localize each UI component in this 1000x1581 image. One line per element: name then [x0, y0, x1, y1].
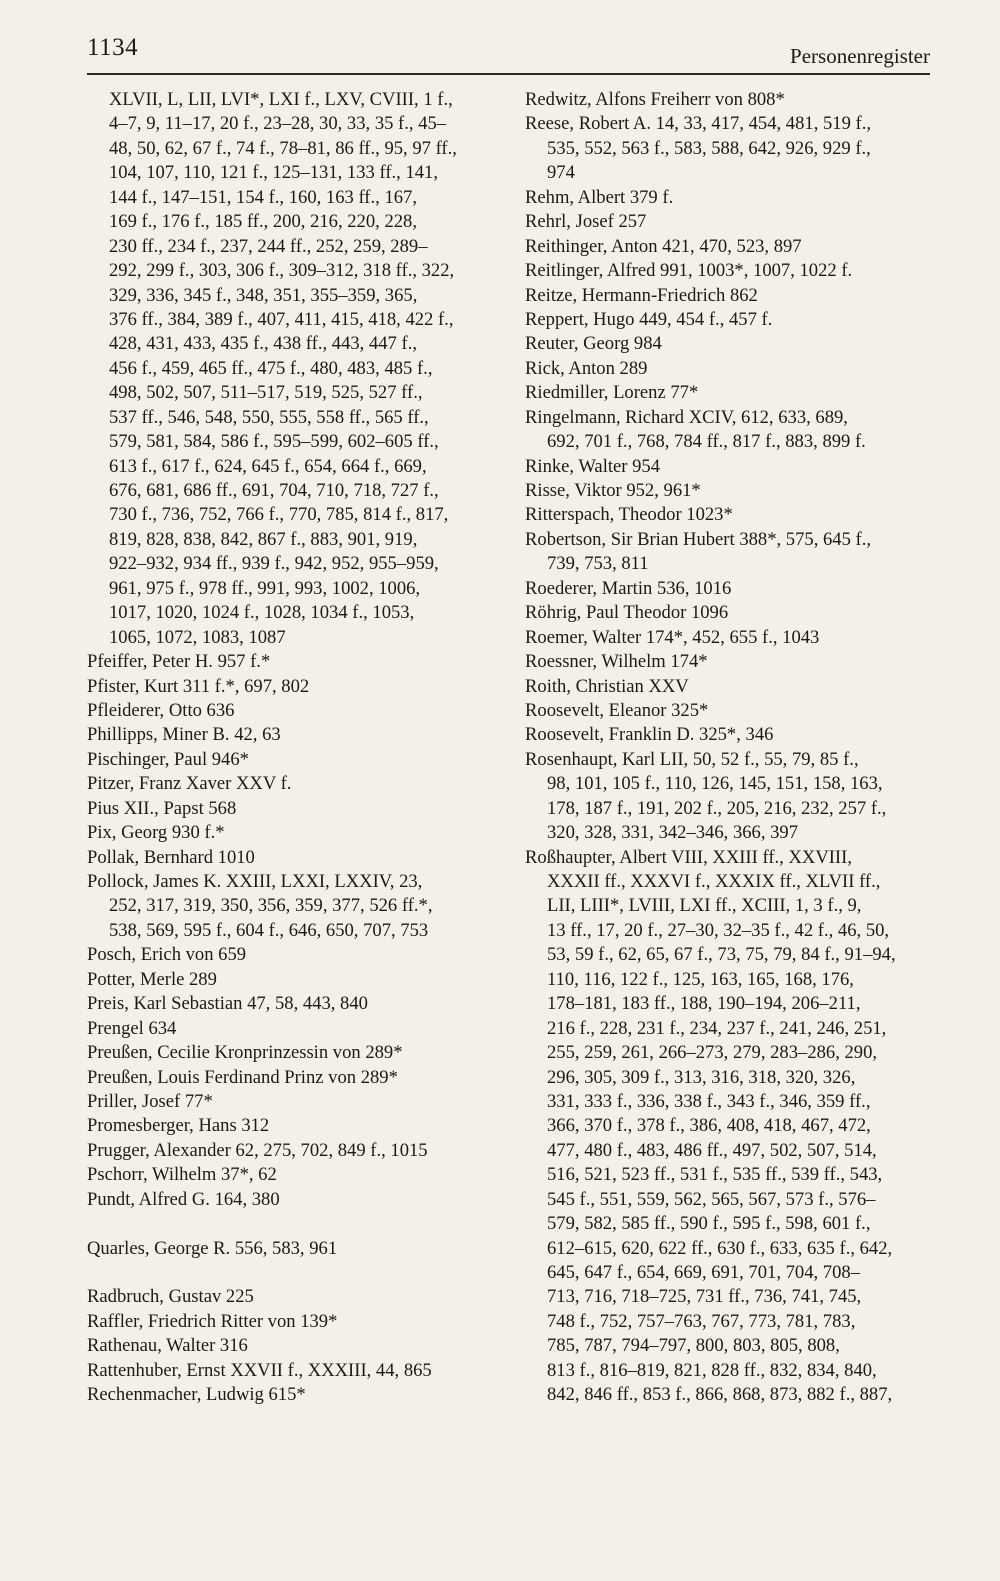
- index-entry-continuation: 13 ff., 17, 20 f., 27–30, 32–35 f., 42 f., 46, 50,: [547, 919, 890, 941]
- index-entry-continuation: 428, 431, 433, 435 f., 438 ff., 443, 447 f.,: [109, 333, 417, 355]
- index-entry-continuation: 178–181, 183 ff., 188, 190–194, 206–211,: [547, 993, 861, 1015]
- index-entry-continuation: 4–7, 9, 11–17, 20 f., 23–28, 30, 33, 35 f., 45–: [109, 113, 447, 135]
- index-entry-continuation: 713, 716, 718–725, 731 ff., 736, 741, 745,: [547, 1286, 862, 1308]
- index-entry-continuation: 579, 582, 585 ff., 590 f., 595 f., 598, 601 f.,: [547, 1213, 871, 1235]
- index-entry: Robertson, Sir Brian Hubert 388*, 575, 645 f.,: [525, 528, 872, 550]
- index-entry-continuation: 545 f., 551, 559, 562, 565, 567, 573 f., 576–: [547, 1188, 876, 1210]
- index-entry: Pix, Georg 930 f.*: [87, 822, 225, 844]
- index-entry: Reitze, Hermann-Friedrich 862: [525, 284, 758, 306]
- index-entry-continuation: 1065, 1072, 1083, 1087: [109, 626, 286, 648]
- index-entry: Prugger, Alexander 62, 275, 702, 849 f., 1015: [87, 1139, 428, 1161]
- index-entry: Rosenhaupt, Karl LII, 50, 52 f., 55, 79, 85 f.,: [525, 748, 859, 770]
- index-entry: Reuter, Georg 984: [525, 333, 662, 355]
- index-entry-continuation: LII, LIII*, LVIII, LXI ff., XCIII, 1, 3 f., 9,: [547, 895, 862, 917]
- index-entry-continuation: 252, 317, 319, 350, 356, 359, 377, 526 ff.*,: [109, 895, 433, 917]
- section-gap: [87, 1212, 497, 1236]
- index-entry: Rathenau, Walter 316: [87, 1335, 248, 1357]
- index-column-right: [525, 88, 945, 1408]
- index-entry: Promesberger, Hans 312: [87, 1115, 270, 1137]
- index-entry: Posch, Erich von 659: [87, 944, 247, 966]
- index-entry: Ringelmann, Richard XCIV, 612, 633, 689,: [525, 406, 848, 428]
- index-entry: Priller, Josef 77*: [87, 1090, 213, 1112]
- page-header: [87, 34, 930, 74]
- index-entry: Redwitz, Alfons Freiherr von 808*: [525, 89, 785, 110]
- index-entry: Preis, Karl Sebastian 47, 58, 443, 840: [87, 993, 368, 1015]
- index-entry-continuation: 645, 647 f., 654, 669, 691, 701, 704, 708–: [547, 1262, 860, 1283]
- index-entry: Raffler, Friedrich Ritter von 139*: [87, 1310, 338, 1332]
- index-entry-continuation: 178, 187 f., 191, 202 f., 205, 216, 232, 257 f.,: [547, 797, 887, 819]
- index-entry-continuation: XLVII, L, LII, LVI*, LXI f., LXV, CVIII, 1 f.,: [109, 89, 453, 110]
- index-entry: Pundt, Alfred G. 164, 380: [87, 1188, 280, 1210]
- index-entry: Pitzer, Franz Xaver XXV f.: [87, 773, 292, 795]
- index-entry-continuation: 498, 502, 507, 511–517, 519, 525, 527 ff.,: [109, 382, 423, 404]
- index-entry: Roßhaupter, Albert VIII, XXIII ff., XXVIII,: [525, 846, 852, 868]
- index-entry: Roemer, Walter 174*, 452, 655 f., 1043: [525, 626, 820, 648]
- index-entry: Preußen, Louis Ferdinand Prinz von 289*: [87, 1066, 398, 1088]
- page-number: 1134: [87, 34, 139, 61]
- index-entry-continuation: 216 f., 228, 231 f., 234, 237 f., 241, 246, 251,: [547, 1017, 887, 1039]
- index-entry: Rinke, Walter 954: [525, 455, 661, 477]
- index-entry-continuation: 974: [547, 162, 575, 184]
- index-entry: Pius XII., Papst 568: [87, 797, 237, 819]
- index-entry: Rick, Anton 289: [525, 357, 648, 379]
- index-entry: Pischinger, Paul 946*: [87, 748, 249, 770]
- index-entry: Pollak, Bernhard 1010: [87, 846, 255, 868]
- index-entry-continuation: 329, 336, 345 f., 348, 351, 355–359, 365,: [109, 284, 418, 306]
- index-entry: Roosevelt, Franklin D. 325*, 346: [525, 724, 774, 746]
- index-entry-continuation: 739, 753, 811: [547, 553, 649, 575]
- index-entry: Ritterspach, Theodor 1023*: [525, 504, 733, 526]
- index-entry-continuation: 922–932, 934 ff., 939 f., 942, 952, 955–959,: [109, 553, 439, 575]
- index-entry-continuation: 331, 333 f., 336, 338 f., 343 f., 346, 359 ff.,: [547, 1090, 871, 1112]
- index-entry: Risse, Viktor 952, 961*: [525, 480, 701, 501]
- index-entry: Roith, Christian XXV: [525, 675, 689, 697]
- index-entry: Quarles, George R. 556, 583, 961: [87, 1237, 338, 1259]
- running-title: Personenregister: [790, 44, 930, 68]
- index-entry-continuation: 292, 299 f., 303, 306 f., 309–312, 318 ff., 322,: [109, 260, 455, 282]
- index-entry-continuation: 813 f., 816–819, 821, 828 ff., 832, 834, 840,: [547, 1359, 877, 1381]
- index-entry: Prengel 634: [87, 1017, 177, 1039]
- index-entry: Pollock, James K. XXIII, LXXI, LXXIV, 23,: [87, 871, 423, 892]
- index-entry: Pfleiderer, Otto 636: [87, 699, 235, 721]
- index-entry: Rechenmacher, Ludwig 615*: [87, 1384, 306, 1406]
- index-entry: Roederer, Martin 536, 1016: [525, 577, 732, 599]
- index-entry-continuation: 366, 370 f., 378 f., 386, 408, 418, 467, 472,: [547, 1115, 871, 1137]
- index-entry: Riedmiller, Lorenz 77*: [525, 382, 699, 404]
- index-entry: Pschorr, Wilhelm 37*, 62: [87, 1164, 277, 1186]
- index-entry-continuation: 613 f., 617 f., 624, 645 f., 654, 664 f., 669,: [109, 455, 427, 477]
- index-entry-continuation: 1017, 1020, 1024 f., 1028, 1034 f., 1053,: [109, 602, 415, 624]
- index-entry: Roosevelt, Eleanor 325*: [525, 699, 709, 721]
- index-entry-continuation: 748 f., 752, 757–763, 767, 773, 781, 783,: [547, 1310, 856, 1332]
- index-entry: Rehrl, Josef 257: [525, 211, 647, 233]
- index-entry-continuation: 961, 975 f., 978 ff., 991, 993, 1002, 1006,: [109, 577, 421, 599]
- index-entry-continuation: 730 f., 736, 752, 766 f., 770, 785, 814 f., 817,: [109, 504, 449, 526]
- index-entry-continuation: 144 f., 147–151, 154 f., 160, 163 ff., 167,: [109, 186, 417, 208]
- index-entry-continuation: 676, 681, 686 ff., 691, 704, 710, 718, 727 f.,: [109, 480, 439, 501]
- index-entry: Potter, Merle 289: [87, 968, 217, 990]
- index-entry: Preußen, Cecilie Kronprinzessin von 289*: [87, 1042, 403, 1064]
- index-entry: Reese, Robert A. 14, 33, 417, 454, 481, 519 f.,: [525, 113, 872, 135]
- index-entry-continuation: 296, 305, 309 f., 313, 316, 318, 320, 326,: [547, 1066, 856, 1088]
- index-entry: Roessner, Wilhelm 174*: [525, 651, 708, 673]
- index-entry: Reithinger, Anton 421, 470, 523, 897: [525, 235, 802, 257]
- index-entry-continuation: 516, 521, 523 ff., 531 f., 535 ff., 539 ff., 543,: [547, 1164, 883, 1186]
- header-rule: [87, 73, 930, 75]
- index-column-left: [87, 88, 497, 1408]
- index-entry-continuation: 230 ff., 234 f., 237, 244 ff., 252, 259, 289–: [109, 235, 428, 257]
- index-entry-continuation: XXXII ff., XXXVI f., XXXIX ff., XLVII ff.,: [547, 871, 881, 892]
- index-entry: Phillipps, Miner B. 42, 63: [87, 724, 281, 746]
- index-entry-continuation: 538, 569, 595 f., 604 f., 646, 650, 707, 753: [109, 919, 429, 941]
- index-entry: Rattenhuber, Ernst XXVII f., XXXIII, 44, 865: [87, 1359, 432, 1381]
- index-entry: Pfister, Kurt 311 f.*, 697, 802: [87, 675, 310, 697]
- index-entry-continuation: 104, 107, 110, 121 f., 125–131, 133 ff., 141,: [109, 162, 438, 184]
- index-entry-continuation: 692, 701 f., 768, 784 ff., 817 f., 883, 899 f.: [547, 431, 866, 453]
- index-entry-continuation: 110, 116, 122 f., 125, 163, 165, 168, 176,: [547, 968, 854, 990]
- index-entry-continuation: 819, 828, 838, 842, 867 f., 883, 901, 919,: [109, 528, 418, 550]
- index-entry-continuation: 376 ff., 384, 389 f., 407, 411, 415, 418, 422 f.,: [109, 308, 454, 330]
- index-entry: Röhrig, Paul Theodor 1096: [525, 602, 729, 624]
- section-gap: [87, 1261, 497, 1285]
- index-entry-continuation: 53, 59 f., 62, 65, 67 f., 73, 75, 79, 84 f., 91–94,: [547, 944, 896, 966]
- index-entry: Reppert, Hugo 449, 454 f., 457 f.: [525, 308, 773, 330]
- index-entry: Rehm, Albert 379 f.: [525, 186, 674, 208]
- index-entry-continuation: 535, 552, 563 f., 583, 588, 642, 926, 929 f.,: [547, 137, 871, 159]
- index-entry-continuation: 579, 581, 584, 586 f., 595–599, 602–605 ff.,: [109, 431, 439, 453]
- index-entry-continuation: 537 ff., 546, 548, 550, 555, 558 ff., 565 ff.,: [109, 406, 429, 428]
- index-entry-continuation: 48, 50, 62, 67 f., 74 f., 78–81, 86 ff., 95, 97 ff.,: [109, 137, 457, 159]
- index-entry-continuation: 842, 846 ff., 853 f., 866, 868, 873, 882 f., 887,: [547, 1384, 893, 1406]
- index-entry-continuation: 612–615, 620, 622 ff., 630 f., 633, 635 f., 642,: [547, 1237, 893, 1259]
- index-entry-continuation: 169 f., 176 f., 185 ff., 200, 216, 220, 228,: [109, 211, 417, 233]
- index-entry-continuation: 98, 101, 105 f., 110, 126, 145, 151, 158, 163,: [547, 773, 883, 795]
- index-entry-continuation: 785, 787, 794–797, 800, 803, 805, 808,: [547, 1335, 840, 1357]
- index-entry-continuation: 477, 480 f., 483, 486 ff., 497, 502, 507, 514,: [547, 1139, 877, 1161]
- index-entry: Pfeiffer, Peter H. 957 f.*: [87, 651, 271, 673]
- index-entry: Reitlinger, Alfred 991, 1003*, 1007, 1022 f.: [525, 260, 853, 282]
- index-entry: Radbruch, Gustav 225: [87, 1286, 254, 1308]
- index-entry-continuation: 320, 328, 331, 342–346, 366, 397: [547, 822, 799, 844]
- index-entry-continuation: 456 f., 459, 465 ff., 475 f., 480, 483, 485 f.,: [109, 357, 433, 379]
- index-entry-continuation: 255, 259, 261, 266–273, 279, 283–286, 290,: [547, 1042, 878, 1064]
